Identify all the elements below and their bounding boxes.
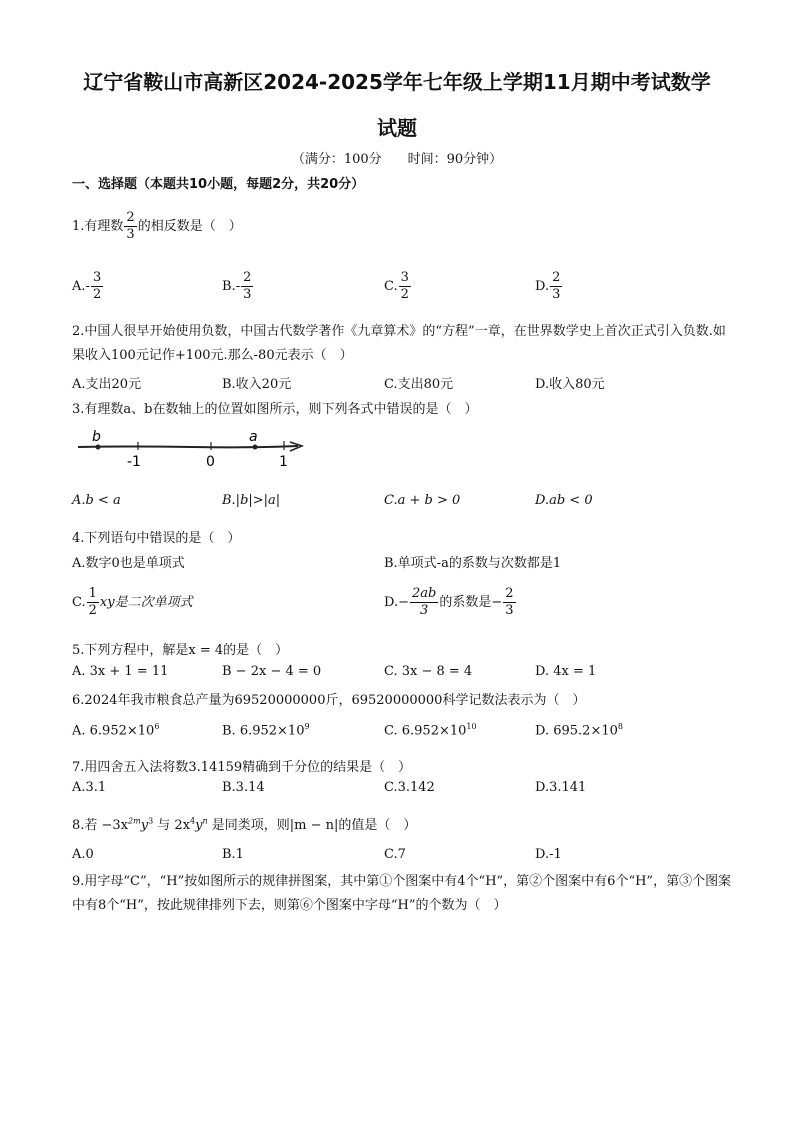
section-heading: 一、选择题（本题共10小题，每题2分，共20分） bbox=[72, 177, 365, 192]
q8-option-b[interactable]: B.1 bbox=[222, 847, 244, 862]
q1-option-c[interactable]: C. $\frac{3}{2}$ bbox=[384, 270, 409, 302]
q2-option-a[interactable]: A.支出20元 bbox=[72, 377, 142, 392]
q8-option-d[interactable]: D.-1 bbox=[535, 847, 562, 862]
q1-stem-post: 的相反数是（ ） bbox=[137, 219, 242, 234]
q7-option-b[interactable]: B.3.14 bbox=[222, 780, 265, 795]
q6-option-d[interactable]: D. $695.2\times 10^8$ bbox=[535, 722, 623, 739]
question-1 bbox=[72, 210, 242, 243]
q5-option-a[interactable]: A. 3x + 1 = 11 bbox=[72, 664, 169, 679]
q1-fraction: $\frac{2}{3}$ bbox=[126, 210, 135, 242]
q6-option-a[interactable]: A. $6.952\times 10^6$ bbox=[72, 722, 160, 739]
point-a-label: a bbox=[249, 430, 258, 445]
question-2: 2.中国人很早开始使用负数，中国古代数学著作《九章算术》的“方程”一章，在世界数学史上首次正式引入负数.如果收入100元记作+100元.那么-80元表示（ ） bbox=[72, 324, 726, 363]
q3-option-c[interactable]: C.a + b > 0 bbox=[384, 493, 461, 508]
tick-label-neg-one: -1 bbox=[127, 454, 141, 470]
q1-stem-pre: 1.有理数 bbox=[72, 219, 124, 234]
point-a-dot bbox=[253, 445, 258, 450]
question-9: 9.用字母“C”，“H”按如图所示的规律拼图案，其中第①个图案中有4个“H”，第②个图案中有6个“H”，第③个图案中有8个“H”，按此规律排列下去，则第⑥个图案中字母“H”的个数为（ ） bbox=[72, 874, 732, 913]
q2-option-d[interactable]: D.收入80元 bbox=[535, 377, 605, 392]
question-6: 6.2024年我市粮食总产量为69520000000斤，69520000000科学记数法表示为（ ） bbox=[72, 693, 586, 708]
q4-option-a[interactable]: A.数字0也是单项式 bbox=[72, 556, 185, 571]
q3-option-a[interactable]: A.b < a bbox=[72, 493, 121, 508]
q7-option-d[interactable]: D.3.141 bbox=[535, 780, 587, 795]
question-8: 8.若 $-3x^{2m}y^3$ 与 $2x^4y^n$ 是同类项，则|m − n|的值是（ ） bbox=[72, 816, 417, 833]
tick-label-zero: 0 bbox=[206, 454, 215, 470]
question-3: 3.有理数a、b在数轴上的位置如图所示，则下列各式中错误的是（ ） bbox=[72, 402, 478, 417]
q2-option-b[interactable]: B.收入20元 bbox=[222, 377, 292, 392]
q4-option-d[interactable]: D.− $\frac{2ab}{3}$ 的系数是− $\frac{2}{3}$ bbox=[384, 586, 514, 618]
point-b-label: b bbox=[92, 430, 101, 445]
q4-option-b[interactable]: B.单项式-a的系数与次数都是1 bbox=[384, 556, 562, 571]
q1-option-a[interactable]: A.- $\frac{3}{2}$ bbox=[72, 270, 102, 302]
number-line-figure bbox=[72, 430, 312, 474]
number-line-axis bbox=[78, 446, 298, 447]
q1-option-d[interactable]: D. $\frac{2}{3}$ bbox=[535, 270, 561, 302]
q7-option-a[interactable]: A.3.1 bbox=[72, 780, 107, 795]
exam-meta: （满分：100分 时间：90分钟） bbox=[291, 152, 503, 167]
q8-option-a[interactable]: A.0 bbox=[72, 847, 94, 862]
q8-option-c[interactable]: C.7 bbox=[384, 847, 406, 862]
q3-option-b[interactable]: B.|b|>|a| bbox=[222, 493, 281, 508]
q5-option-d[interactable]: D. 4x = 1 bbox=[535, 664, 597, 679]
question-5: 5.下列方程中，解是x = 4的是（ ） bbox=[72, 643, 289, 658]
q2-option-c[interactable]: C.支出80元 bbox=[384, 377, 454, 392]
q4-option-c[interactable]: C. $\frac{1}{2}$ xy是二次单项式 bbox=[72, 586, 193, 618]
point-b-dot bbox=[96, 445, 101, 450]
q7-option-c[interactable]: C.3.142 bbox=[384, 780, 435, 795]
question-7: 7.用四舍五入法将数3.14159精确到千分位的结果是（ ） bbox=[72, 760, 412, 775]
q1-option-b[interactable]: B.- $\frac{2}{3}$ bbox=[222, 270, 252, 302]
q6-option-c[interactable]: C. $6.952\times 10^{10}$ bbox=[384, 722, 477, 739]
q3-option-d[interactable]: D.ab < 0 bbox=[535, 493, 593, 508]
q5-option-c[interactable]: C. 3x − 8 = 4 bbox=[384, 664, 473, 679]
q6-option-b[interactable]: B. $6.952\times 10^9$ bbox=[222, 722, 310, 739]
question-4: 4.下列语句中错误的是（ ） bbox=[72, 531, 241, 546]
title-line-1: 辽宁省鞍山市高新区2024-2025学年七年级上学期11月期中考试数学 bbox=[83, 70, 711, 94]
title-line-2: 试题 bbox=[377, 116, 417, 140]
tick-label-one: 1 bbox=[279, 454, 288, 470]
q5-option-b[interactable]: B − 2x − 4 = 0 bbox=[222, 664, 322, 679]
